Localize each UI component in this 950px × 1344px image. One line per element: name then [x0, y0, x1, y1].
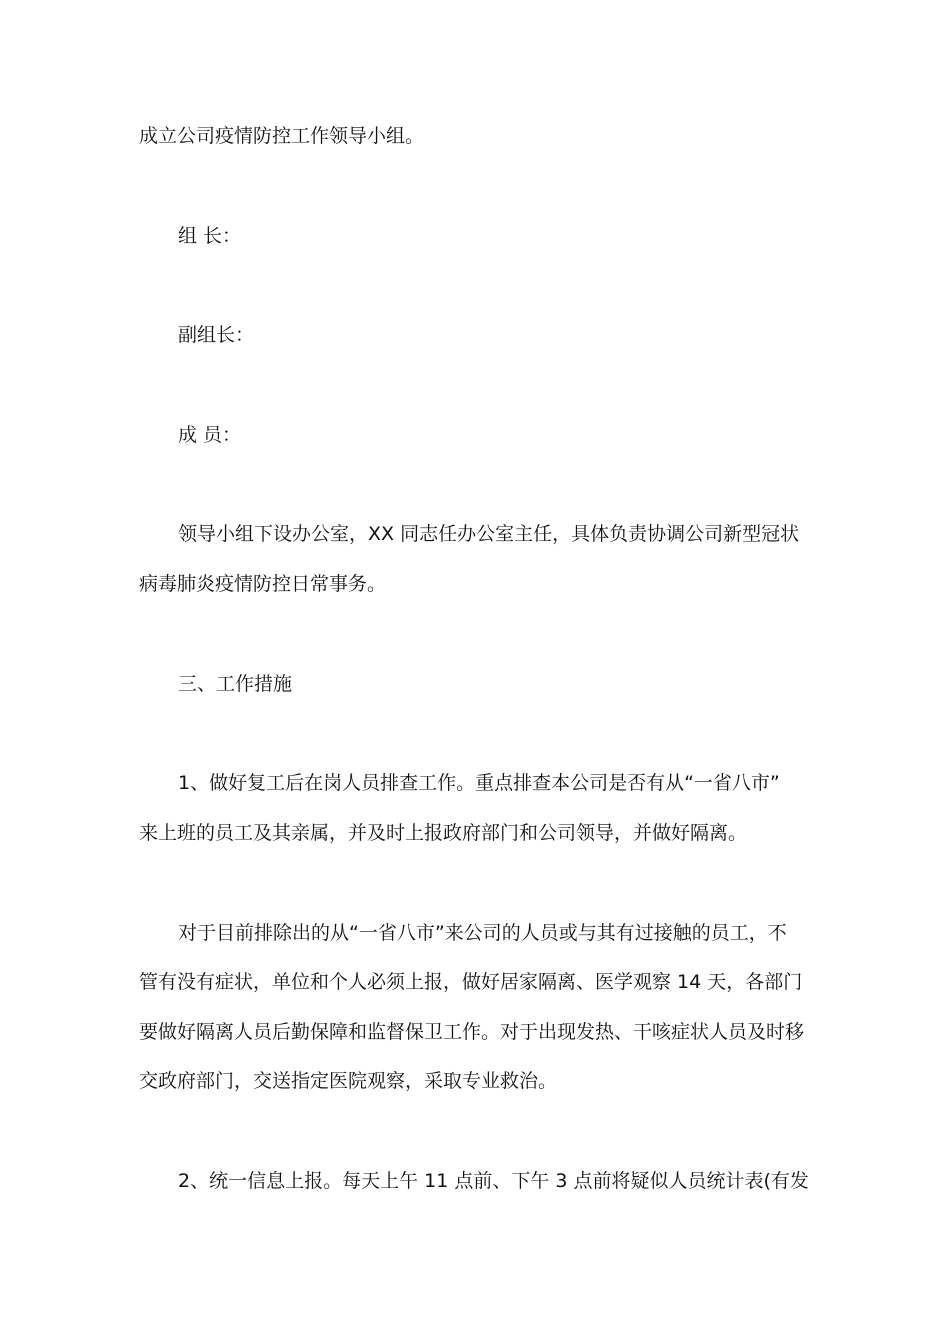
paragraph-line: 2、统一信息上报。每天上午 11 点前、下午 3 点前将疑似人员统计表(有发 — [178, 1170, 809, 1192]
paragraph-line: 领导小组下设办公室，XX 同志任办公室主任，具体负责协调公司新型冠状 — [178, 523, 800, 545]
paragraph-line: 来上班的员工及其亲属，并及时上报政府部门和公司领导，并做好隔离。 — [139, 822, 748, 844]
paragraph-line: 病毒肺炎疫情防控日常事务。 — [139, 573, 387, 595]
deputy-leader-label: 副组长： — [178, 324, 255, 346]
paragraph-line: 1、做好复工后在岗人员排查工作。重点排查本公司是否有从“一省八市” — [178, 772, 780, 794]
paragraph-line: 成立公司疫情防控工作领导小组。 — [139, 125, 425, 147]
section-heading: 三、工作措施 — [178, 673, 293, 695]
paragraph-line: 交政府部门，交送指定医院观察，采取专业救治。 — [139, 1070, 558, 1092]
paragraph-line: 管有没有症状，单位和个人必须上报，做好居家隔离、医学观察 14 天，各部门 — [139, 971, 803, 993]
paragraph-line: 对于目前排除出的从“一省八市”来公司的人员或与其有过接触的员工，不 — [178, 922, 787, 944]
group-leader-label: 组 长： — [178, 225, 242, 247]
paragraph-line: 要做好隔离人员后勤保障和监督保卫工作。对于出现发热、干咳症状人员及时移 — [139, 1021, 805, 1043]
member-label: 成 员： — [178, 424, 242, 446]
